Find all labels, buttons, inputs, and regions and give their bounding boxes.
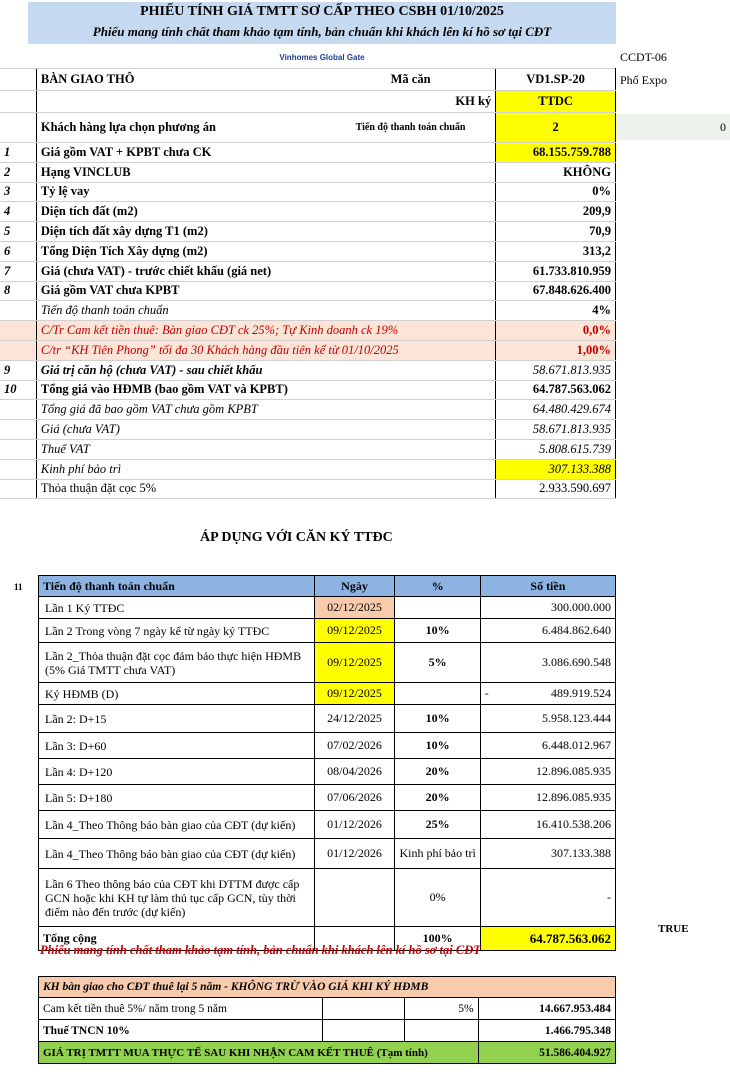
row-value: 67.848.626.400 <box>496 281 616 301</box>
summary-row <box>0 479 616 499</box>
row-value: 307.133.388 <box>496 459 616 479</box>
row-number <box>0 340 36 360</box>
total-flag: TRUE <box>658 923 689 935</box>
row-value: 61.733.810.959 <box>496 261 616 281</box>
plan-value: 2 <box>496 113 616 143</box>
row-number <box>0 400 36 420</box>
schedule-row <box>39 619 616 643</box>
stage-label: Lần 3: D+60 <box>39 733 315 759</box>
stage-date: 24/12/2025 <box>314 705 395 733</box>
stage-pct: 20% <box>395 785 480 811</box>
row-value: 2.933.590.697 <box>496 479 616 499</box>
row-number: 8 <box>0 281 36 301</box>
stage-pct: 25% <box>395 811 480 839</box>
stage-pct: 10% <box>395 733 480 759</box>
summary-sign-row <box>0 91 616 113</box>
summary-row <box>0 459 616 479</box>
row-number: 1 <box>0 143 36 163</box>
row-number: 6 <box>0 241 36 261</box>
side-code: CCDT-06 <box>620 50 667 64</box>
stage-amount: 5.958.123.444 <box>480 705 615 733</box>
rental-table <box>38 976 616 1064</box>
row-number: 3 <box>0 182 36 202</box>
row-value: 1,00% <box>496 340 616 360</box>
rental-row <box>39 1020 616 1042</box>
row-value: 68.155.759.788 <box>496 143 616 163</box>
final-amount: 51.586.404.927 <box>478 1042 615 1064</box>
rental-pct: 5% <box>404 998 478 1020</box>
unit-code: VD1.SP-20 <box>496 69 616 91</box>
schedule-row <box>39 759 616 785</box>
col-header-date: Ngày <box>314 576 395 597</box>
stage-amount: 12.896.085.935 <box>480 785 615 811</box>
summary-row <box>0 420 616 440</box>
row-label: Diện tích đất xây dựng T1 (m2) <box>36 222 495 242</box>
side-zero: 0 <box>720 120 726 134</box>
row-value: 64.787.563.062 <box>496 380 616 400</box>
stage-label: Lần 2 Trong vòng 7 ngày kể từ ngày ký TTĐC <box>39 619 315 643</box>
row-number: 2 <box>0 162 36 182</box>
col-header-stage: Tiến độ thanh toán chuẩn <box>39 576 315 597</box>
row-label: Thỏa thuận đặt cọc 5% <box>36 479 495 499</box>
stage-pct: 0% <box>395 869 480 927</box>
rental-label: Thuế TNCN 10% <box>39 1020 323 1042</box>
summary-row <box>0 380 616 400</box>
rental-amount: 1.466.795.348 <box>478 1020 615 1042</box>
schedule-row <box>39 643 616 683</box>
stage-amount: 16.410.538.206 <box>480 811 615 839</box>
row-value: 0,0% <box>496 321 616 341</box>
summary-row <box>0 281 616 301</box>
summary-handover-row <box>0 69 616 91</box>
total-amount: 64.787.563.062 <box>480 927 615 951</box>
summary-table <box>0 68 616 499</box>
summary-row <box>0 182 616 202</box>
sign-label: KH ký <box>326 91 496 113</box>
row-value: 70,9 <box>496 222 616 242</box>
rental-heading-row <box>39 977 616 998</box>
summary-row <box>0 301 616 321</box>
row-number <box>0 459 36 479</box>
schedule-row <box>39 839 616 869</box>
unit-code-label: Mã căn <box>326 69 496 91</box>
summary-row <box>0 162 616 182</box>
stage-date: 09/12/2025 <box>314 619 395 643</box>
summary-row <box>0 340 616 360</box>
row-number <box>0 479 36 499</box>
schedule-heading: ÁP DỤNG VỚI CĂN KÝ TTĐC <box>200 530 393 545</box>
schedule-table <box>38 575 616 951</box>
disclaimer-note: Phiếu mang tính chất tham khảo tạm tính, bản chuẩn khi khách lên kí hồ sơ tại CĐT <box>40 943 481 957</box>
row-label: C/Tr Cam kết tiền thuê: Bàn giao CĐT ck 25%; Tự Kinh doanh ck 19% <box>36 321 495 341</box>
stage-label: Lần 4_Theo Thông báo bàn giao của CĐT (dự kiến) <box>39 839 315 869</box>
stage-date <box>314 869 395 927</box>
schedule-row <box>39 683 616 705</box>
summary-row <box>0 222 616 242</box>
schedule-row <box>39 785 616 811</box>
project-name: Vinhomes Global Gate <box>279 53 365 62</box>
row-number <box>0 321 36 341</box>
negative-sign: - <box>484 686 489 700</box>
row-label: Tiến độ thanh toán chuẩn <box>36 301 495 321</box>
stage-label: Lần 2: D+15 <box>39 705 315 733</box>
final-label: GIÁ TRỊ TMTT MUA THỰC TẾ SAU KHI NHẬN CAM KẾT THUÊ (Tạm tính) <box>39 1042 479 1064</box>
row-label: Giá (chưa VAT) - trước chiết khấu (giá net) <box>36 261 495 281</box>
summary-row <box>0 400 616 420</box>
stage-pct: 10% <box>395 705 480 733</box>
total-label: Tổng cộng <box>39 927 315 951</box>
summary-plan-row <box>0 113 616 143</box>
summary-row <box>0 439 616 459</box>
stage-date: 07/02/2026 <box>314 733 395 759</box>
stage-label: Lần 5: D+180 <box>39 785 315 811</box>
row-value: 5.808.615.739 <box>496 439 616 459</box>
row-marker: 11 <box>14 582 23 592</box>
stage-amount: 6.484.862.640 <box>480 619 615 643</box>
row-label: C/tr “KH Tiên Phong” tối đa 30 Khách hàng đầu tiên kể từ 01/10/2025 <box>36 340 495 360</box>
rental-label: Cam kết tiền thuê 5%/ năm trong 5 năm <box>39 998 323 1020</box>
stage-label: Lần 6 Theo thông báo của CĐT khi DTTM được cấp GCN hoặc khi KH tự làm thủ tục cấp GCN, tùy thời điểm nào đến trước (dự kiến) <box>39 869 315 927</box>
stage-label: Lần 4: D+120 <box>39 759 315 785</box>
col-header-amount: Số tiền <box>480 576 615 597</box>
schedule-row <box>39 597 616 619</box>
stage-date: 09/12/2025 <box>314 643 395 683</box>
side-panel <box>616 114 730 140</box>
page-subtitle: Phiếu mang tính chất tham khảo tạm tính, bản chuẩn khi khách lên kí hồ sơ tại CĐT <box>92 24 552 39</box>
row-label: Giá gồm VAT chưa KPBT <box>36 281 495 301</box>
row-value: 64.480.429.674 <box>496 400 616 420</box>
row-value: 313,2 <box>496 241 616 261</box>
sign-value: TTDC <box>496 91 616 113</box>
row-label: Giá (chưa VAT) <box>36 420 495 440</box>
schedule-row <box>39 811 616 839</box>
stage-pct: Kinh phí bảo trì <box>395 839 480 869</box>
summary-row <box>0 202 616 222</box>
row-label: Giá gồm VAT + KPBT chưa CK <box>36 143 495 163</box>
stage-label: Lần 1 Ký TTĐC <box>39 597 315 619</box>
row-label: Diện tích đất (m2) <box>36 202 495 222</box>
stage-amount-value: 489.919.524 <box>551 686 611 700</box>
plan-sub: Tiến độ thanh toán chuẩn <box>326 113 496 143</box>
summary-row <box>0 360 616 380</box>
row-number <box>0 301 36 321</box>
col-header-pct: % <box>395 576 480 597</box>
stage-date: 01/12/2026 <box>314 839 395 869</box>
stage-amount <box>480 683 615 705</box>
stage-date: 09/12/2025 <box>314 683 395 705</box>
stage-pct: 10% <box>395 619 480 643</box>
row-value: 4% <box>496 301 616 321</box>
stage-amount: 307.133.388 <box>480 839 615 869</box>
row-number: 5 <box>0 222 36 242</box>
row-label: Kinh phí bảo trì <box>36 459 495 479</box>
total-pct: 100% <box>395 927 480 951</box>
page-title: PHIẾU TÍNH GIÁ TMTT SƠ CẤP THEO CSBH 01/10/2025 <box>140 4 504 19</box>
row-value: 0% <box>496 182 616 202</box>
schedule-header-row <box>39 576 616 597</box>
summary-row <box>0 143 616 163</box>
schedule-row <box>39 869 616 927</box>
schedule-row <box>39 705 616 733</box>
stage-date: 08/04/2026 <box>314 759 395 785</box>
row-label: Giá trị căn hộ (chưa VAT) - sau chiết khấu <box>36 360 495 380</box>
row-value: 58.671.813.935 <box>496 360 616 380</box>
rental-heading: KH bàn giao cho CĐT thuê lại 5 năm - KHÔNG TRỪ VÀO GIÁ KHI KÝ HĐMB <box>39 977 616 998</box>
stage-amount: - <box>480 869 615 927</box>
handover-label: BÀN GIAO THÔ <box>36 69 326 91</box>
row-number: 7 <box>0 261 36 281</box>
row-number: 4 <box>0 202 36 222</box>
rental-final-row <box>39 1042 616 1064</box>
row-label: Thuế VAT <box>36 439 495 459</box>
row-label: Tổng giá đã bao gồm VAT chưa gồm KPBT <box>36 400 495 420</box>
row-label: Hạng VINCLUB <box>36 162 495 182</box>
stage-pct <box>395 597 480 619</box>
stage-amount: 3.086.690.548 <box>480 643 615 683</box>
row-label: Tổng giá vào HĐMB (bao gồm VAT và KPBT) <box>36 380 495 400</box>
rental-amount: 14.667.953.484 <box>478 998 615 1020</box>
row-label: Tổng Diện Tích Xây dựng (m2) <box>36 241 495 261</box>
summary-row <box>0 321 616 341</box>
stage-amount: 6.448.012.967 <box>480 733 615 759</box>
stage-amount: 300.000.000 <box>480 597 615 619</box>
schedule-row <box>39 733 616 759</box>
stage-label: Ký HĐMB (D) <box>39 683 315 705</box>
stage-amount: 12.896.085.935 <box>480 759 615 785</box>
row-value: 209,9 <box>496 202 616 222</box>
stage-date: 01/12/2026 <box>314 811 395 839</box>
row-value: 58.671.813.935 <box>496 420 616 440</box>
rental-row <box>39 998 616 1020</box>
stage-date: 02/12/2025 <box>314 597 395 619</box>
stage-pct: 20% <box>395 759 480 785</box>
stage-label: Lần 2_Thỏa thuận đặt cọc đảm bảo thực hiện HĐMB (5% Giá TMTT chưa VAT) <box>39 643 315 683</box>
summary-row <box>0 261 616 281</box>
stage-label: Lần 4_Theo Thông báo bàn giao của CĐT (dự kiến) <box>39 811 315 839</box>
stage-date: 07/06/2026 <box>314 785 395 811</box>
row-number <box>0 439 36 459</box>
row-value: KHÔNG <box>496 162 616 182</box>
plan-label: Khách hàng lựa chọn phương án <box>36 113 326 143</box>
row-number <box>0 420 36 440</box>
row-number: 10 <box>0 380 36 400</box>
row-number: 9 <box>0 360 36 380</box>
stage-pct <box>395 683 480 705</box>
row-label: Tỷ lệ vay <box>36 182 495 202</box>
side-name: Phố Expo <box>620 73 668 87</box>
summary-row <box>0 241 616 261</box>
stage-pct: 5% <box>395 643 480 683</box>
